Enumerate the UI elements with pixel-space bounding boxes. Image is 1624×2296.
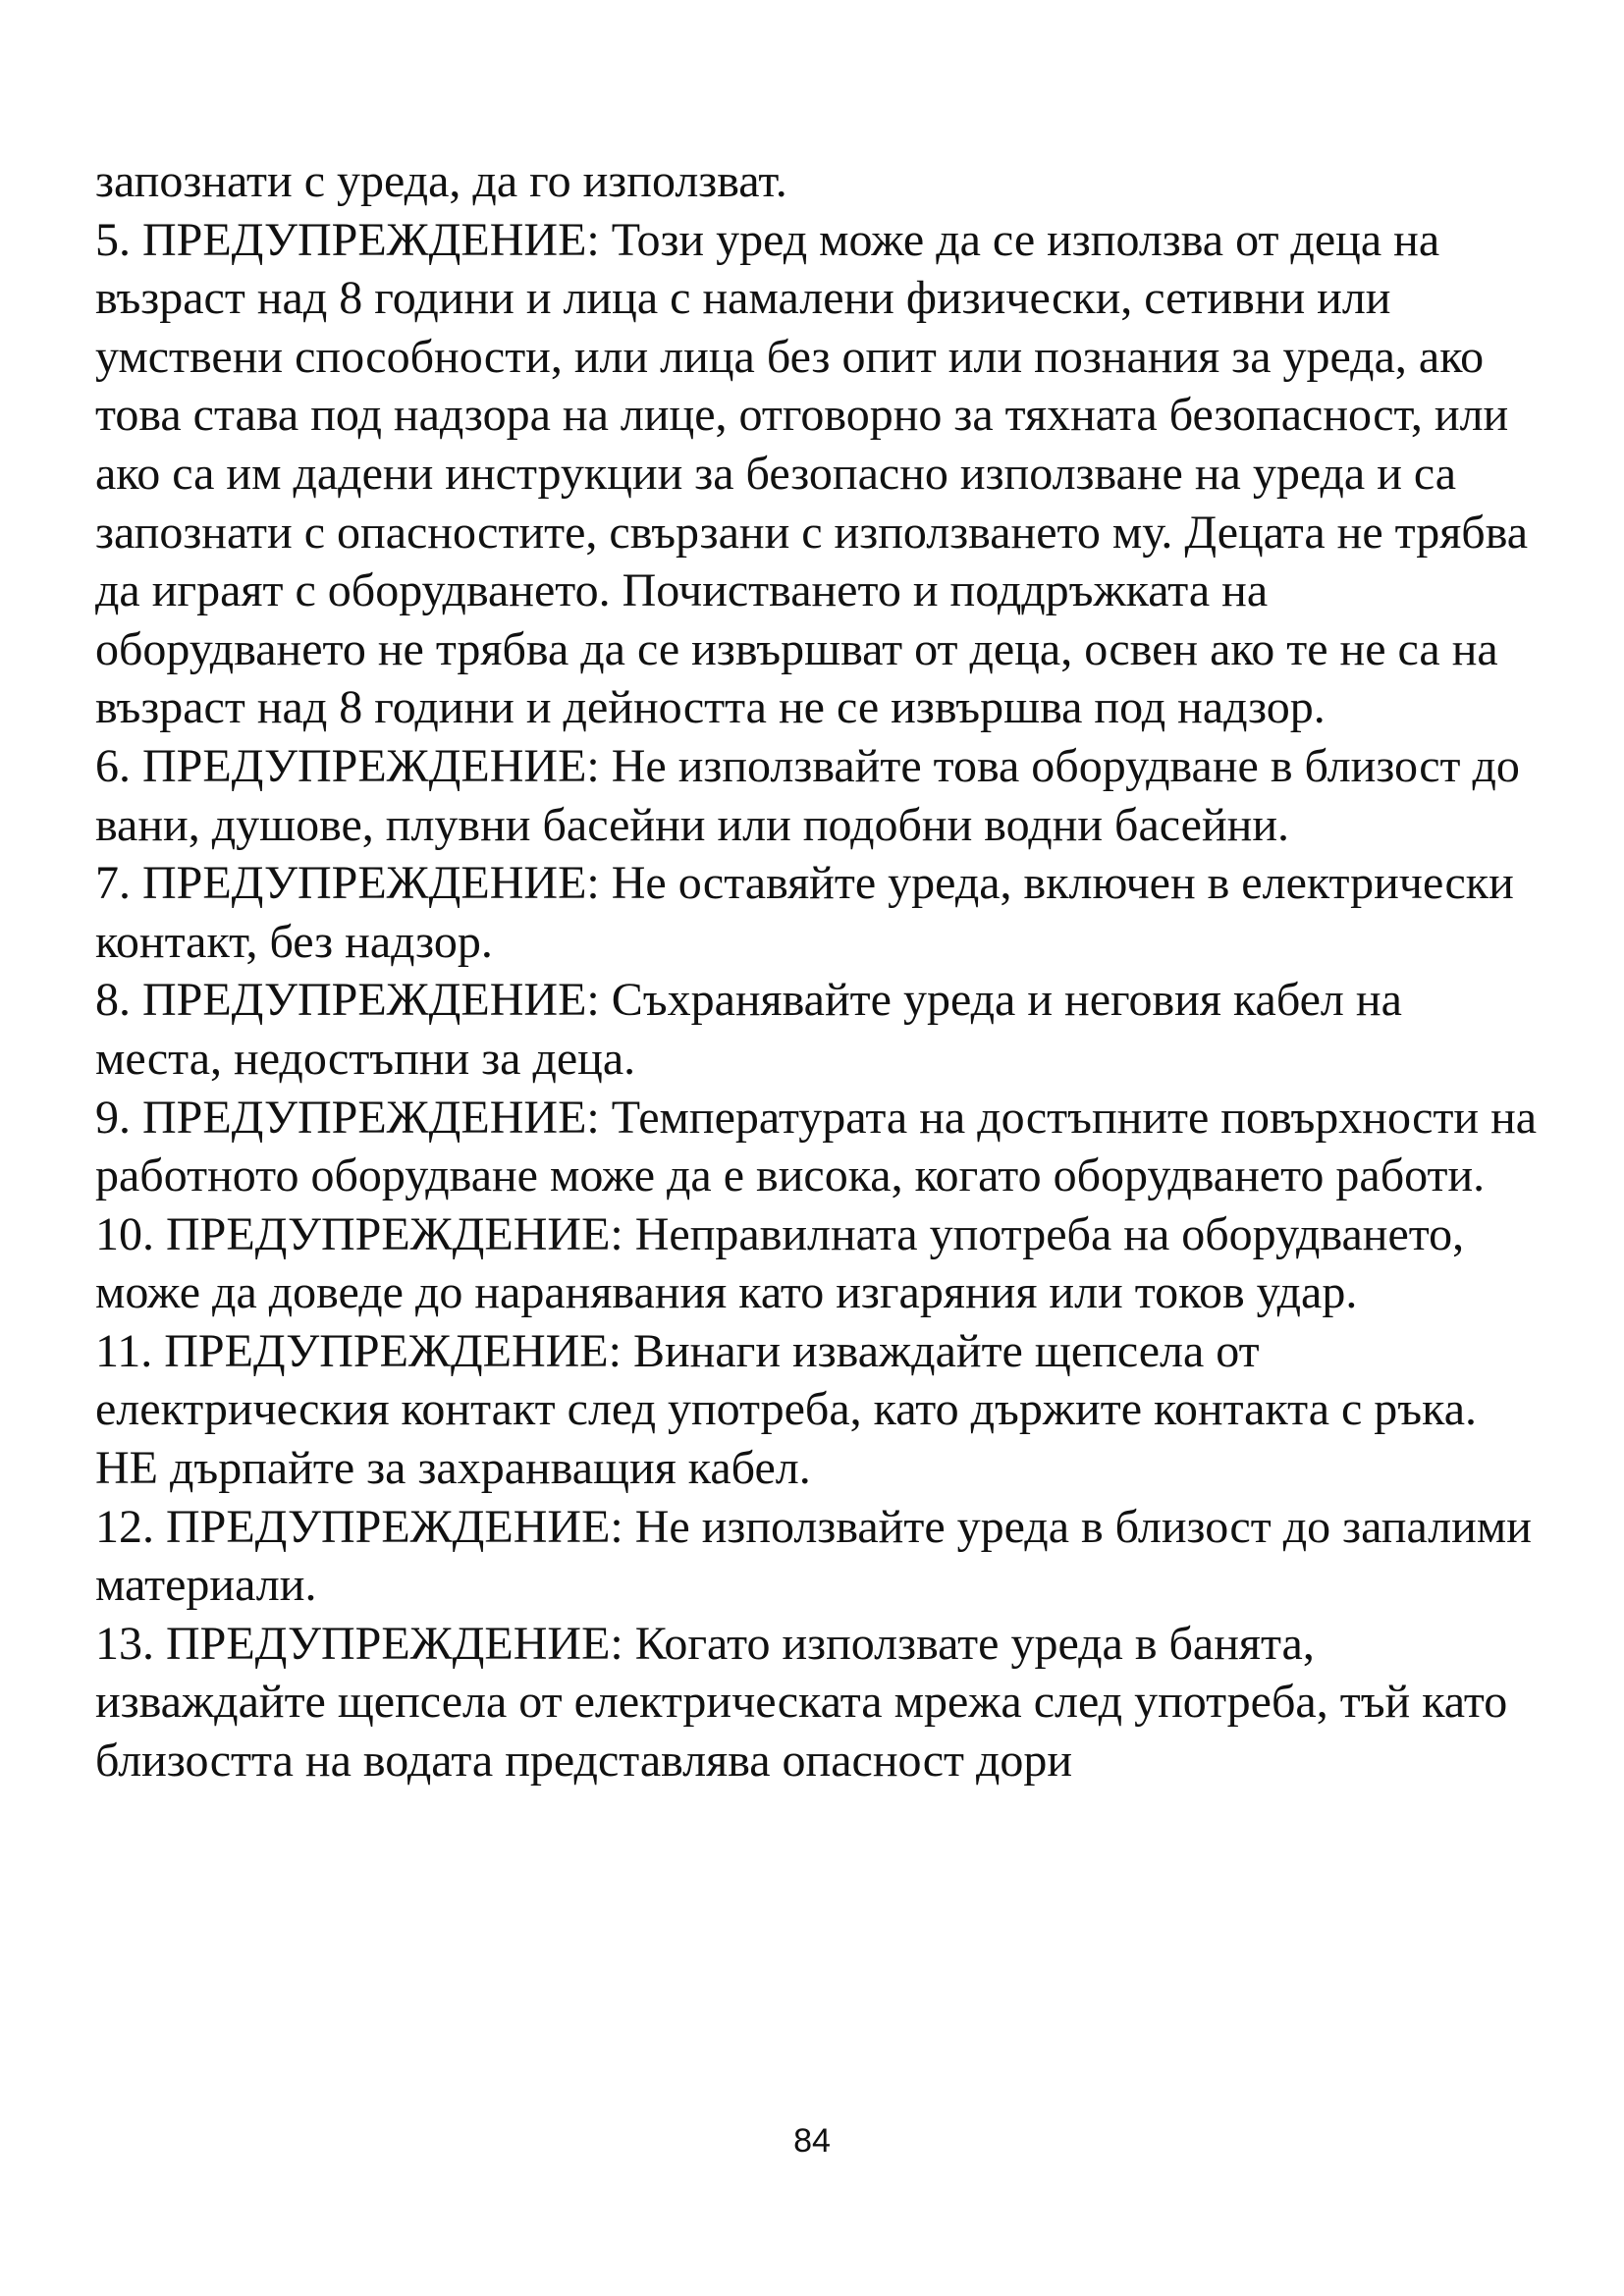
document-body <box>95 152 1539 1790</box>
paragraph-continuation: запознати с уреда, да го използват. <box>95 155 787 207</box>
warning-item-9: 9. ПРЕДУПРЕЖДЕНИЕ: Температурата на достъпните повърхности на работното оборудване може да е висока, когато оборудването работи. <box>95 1091 1538 1202</box>
warning-item-8: 8. ПРЕДУПРЕЖДЕНИЕ: Съхранявайте уреда и неговия кабел на места, недостъпни за деца. <box>95 974 1402 1085</box>
warning-item-13: 13. ПРЕДУПРЕЖДЕНИЕ: Когато използвате уреда в банята, изваждайте щепсела от електрическата мрежа след употреба, тъй като близостта на водата представлява опасност дори <box>95 1617 1508 1788</box>
warning-item-7: 7. ПРЕДУПРЕЖДЕНИЕ: Не оставяйте уреда, включен в електрически контакт, без надзор. <box>95 857 1514 968</box>
page-number: 84 <box>793 2122 831 2160</box>
warning-item-12: 12. ПРЕДУПРЕЖДЕНИЕ: Не използвайте уреда в близост до запалими материали. <box>95 1500 1532 1612</box>
warning-item-10: 10. ПРЕДУПРЕЖДЕНИЕ: Неправилната употреба на оборудването, може да доведе до наранявания като изгаряния или токов удар. <box>95 1207 1465 1319</box>
warning-item-11: 11. ПРЕДУПРЕЖДЕНИЕ: Винаги изваждайте щепсела от електрическия контакт след употреба, като държите контакта с ръка. НЕ дърпайте за захранващия кабел. <box>95 1324 1478 1495</box>
warning-item-5: 5. ПРЕДУПРЕЖДЕНИЕ: Този уред може да се използва от деца на възраст над 8 години и лица с намалени физически, сетивни или умствени способности, или лица без опит или познания за уреда, ако това става под надзора на лице, отговорно за тяхната безопасност, или ако са им дадени инструкции за безопасно използване на уреда и са запознати с опасностите, свързани с използването му. Децата не трябва да играят с оборудването. Почистването и поддръжката на оборудването не трябва да се извършват от деца, освен ако те не са на възраст над 8 години и дейността не се извършва под надзор. <box>95 213 1529 734</box>
warning-item-6: 6. ПРЕДУПРЕЖДЕНИЕ: Не използвайте това оборудване в близост до вани, душове, плувни басейни или подобни водни басейни. <box>95 739 1520 851</box>
